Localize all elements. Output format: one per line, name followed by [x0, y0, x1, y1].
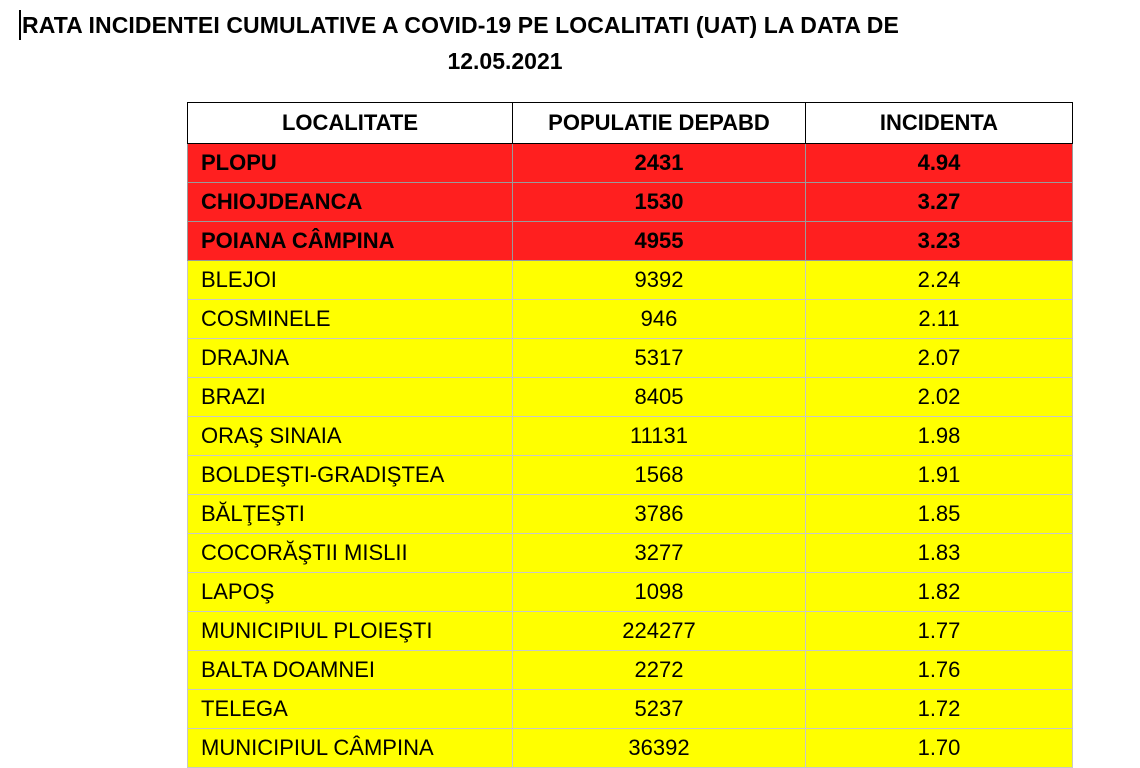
cell-populatie: 1530: [513, 183, 806, 222]
cell-localitate: BALTA DOAMNEI: [188, 651, 513, 690]
cell-localitate: COSMINELE: [188, 300, 513, 339]
cell-populatie: 946: [513, 300, 806, 339]
column-header-populatie: POPULATIE DEPABD: [513, 103, 806, 144]
cell-populatie: 9392: [513, 261, 806, 300]
cell-incidenta: 2.24: [806, 261, 1073, 300]
cell-incidenta: 2.07: [806, 339, 1073, 378]
column-header-localitate: LOCALITATE: [188, 103, 513, 144]
cell-incidenta: 1.82: [806, 573, 1073, 612]
table-row: [188, 378, 1073, 417]
table-row: [188, 183, 1073, 222]
table-row: [188, 651, 1073, 690]
cell-localitate: BĂLŢEŞTI: [188, 495, 513, 534]
cell-incidenta: 1.76: [806, 651, 1073, 690]
table-header: [188, 103, 1073, 144]
table-row: [188, 456, 1073, 495]
table-row: [188, 612, 1073, 651]
cell-populatie: 11131: [513, 417, 806, 456]
cell-localitate: COCORĂŞTII MISLII: [188, 534, 513, 573]
table-row: [188, 690, 1073, 729]
table-row: [188, 261, 1073, 300]
incidence-table: [187, 102, 1073, 768]
cell-populatie: 8405: [513, 378, 806, 417]
table-row: [188, 339, 1073, 378]
cell-incidenta: 1.91: [806, 456, 1073, 495]
cell-incidenta: 3.27: [806, 183, 1073, 222]
cell-populatie: 3786: [513, 495, 806, 534]
table-row: [188, 300, 1073, 339]
cell-localitate: BLEJOI: [188, 261, 513, 300]
cell-incidenta: 2.02: [806, 378, 1073, 417]
cell-incidenta: 1.72: [806, 690, 1073, 729]
table-row: [188, 144, 1073, 183]
cell-incidenta: 1.77: [806, 612, 1073, 651]
cell-incidenta: 1.98: [806, 417, 1073, 456]
column-header-incidenta: INCIDENTA: [806, 103, 1073, 144]
cell-populatie: 5237: [513, 690, 806, 729]
cell-incidenta: 1.70: [806, 729, 1073, 768]
page-title: [22, 10, 1032, 40]
cell-localitate: CHIOJDEANCA: [188, 183, 513, 222]
cell-incidenta: 1.83: [806, 534, 1073, 573]
table-row: [188, 417, 1073, 456]
table-row: [188, 222, 1073, 261]
cell-localitate: LAPOŞ: [188, 573, 513, 612]
cell-localitate: TELEGA: [188, 690, 513, 729]
incidence-table-container: [187, 102, 1073, 768]
cell-populatie: 2431: [513, 144, 806, 183]
cell-localitate: DRAJNA: [188, 339, 513, 378]
cell-localitate: MUNICIPIUL PLOIEŞTI: [188, 612, 513, 651]
cell-localitate: POIANA CÂMPINA: [188, 222, 513, 261]
cell-localitate: ORAŞ SINAIA: [188, 417, 513, 456]
header-row: [188, 103, 1073, 144]
table-body: [188, 144, 1073, 768]
title-line-1: RATA INCIDENTEI CUMULATIVE A COVID-19 PE LOCALITATI (UAT) LA DATA DE: [22, 12, 899, 38]
title-date: 12.05.2021: [447, 48, 563, 74]
cell-localitate: PLOPU: [188, 144, 513, 183]
cell-populatie: 224277: [513, 612, 806, 651]
cell-populatie: 36392: [513, 729, 806, 768]
table-row: [188, 729, 1073, 768]
cell-populatie: 2272: [513, 651, 806, 690]
cell-incidenta: 2.11: [806, 300, 1073, 339]
cell-localitate: MUNICIPIUL CÂMPINA: [188, 729, 513, 768]
table-row: [188, 573, 1073, 612]
text-cursor: [19, 10, 21, 40]
cell-incidenta: 4.94: [806, 144, 1073, 183]
cell-localitate: BRAZI: [188, 378, 513, 417]
cell-populatie: 3277: [513, 534, 806, 573]
cell-populatie: 4955: [513, 222, 806, 261]
cell-localitate: BOLDEŞTI-GRADIŞTEA: [188, 456, 513, 495]
cell-populatie: 5317: [513, 339, 806, 378]
table-row: [188, 534, 1073, 573]
cell-incidenta: 3.23: [806, 222, 1073, 261]
table-row: [188, 495, 1073, 534]
cell-populatie: 1098: [513, 573, 806, 612]
cell-incidenta: 1.85: [806, 495, 1073, 534]
cell-populatie: 1568: [513, 456, 806, 495]
